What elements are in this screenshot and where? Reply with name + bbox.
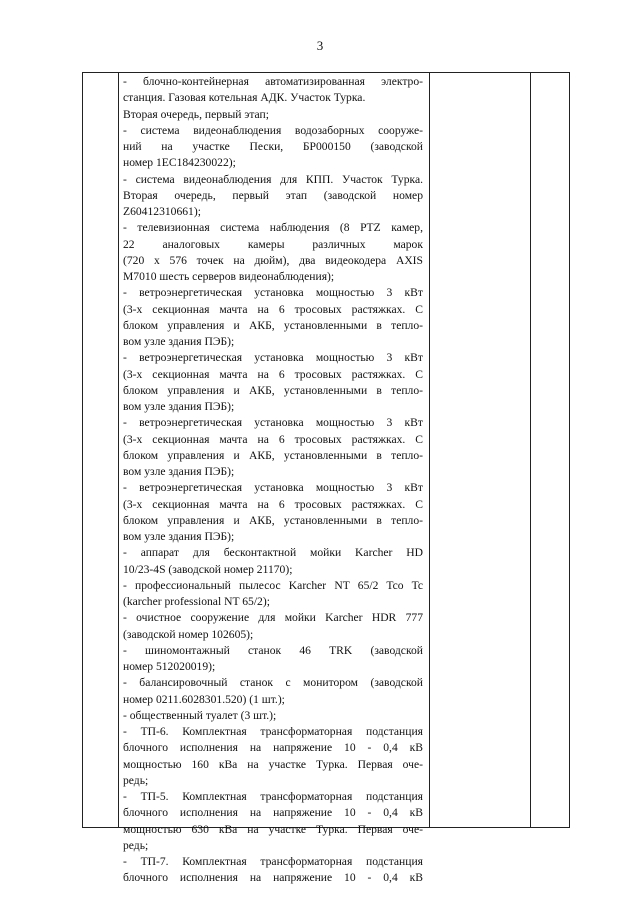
text-line: - шиномонтажный станок 46 TRK (заводской [123,643,423,657]
text-line: блочного исполнения на напряжение 10 - 0,4 кВ [123,871,423,885]
text-line: мощностью 630 кВа на участке Турка. Первая оче- [123,822,423,836]
text-line: Вторая очередь, первый этап; [123,107,269,121]
text-line: (720 х 576 точек на дюйм), два видеокодера AXIS [123,253,423,267]
text-line: вом узле здания ПЭБ); [123,400,235,413]
text-line: - ТП-5. Комплектная трансформаторная подстанция [123,790,423,803]
text-line: Z60412310661); [123,205,201,218]
text-line: (заводской номер 102605); [123,627,254,641]
text-line: 10/23-4S (заводской номер 21170); [123,562,293,576]
text-line: редь; [123,838,149,852]
text-line: - ТП-7. Комплектная трансформаторная подстанция [123,855,423,868]
text-line: блочного исполнения на напряжение 10 - 0,4 кВ [123,806,423,820]
text-line: (3-х секционная мачта на 6 тросовых растяжках. С [123,302,423,316]
column-divider [530,73,531,827]
text-line: - ветроэнергетическая установка мощностью 3 кВт [123,351,423,365]
text-line: - система видеонаблюдения для КПП. Участок Турка. [123,172,423,186]
property-table [82,72,570,885]
description-cell [123,74,423,887]
text-line: - ветроэнергетическая установка мощностью 3 кВт [123,416,423,430]
text-line: номер 512020019); [123,660,216,673]
text-line: блоком управления и АКБ, установленными в тепло- [123,383,423,397]
text-line: M7010 шесть серверов видеонаблюдения); [123,270,335,283]
text-line: Вторая очередь, первый этап (заводской номер [123,188,423,202]
text-line: редь; [123,773,149,787]
column-divider [118,73,119,827]
text-line: - ветроэнергетическая установка мощностью 3 кВт [123,481,423,495]
text-line: - общественный туалет (3 шт.); [123,708,277,722]
page-number: 3 [316,38,324,53]
text-line: (3-х секционная мачта на 6 тросовых растяжках. С [123,497,423,511]
text-line: вом узле здания ПЭБ); [123,465,235,478]
text-line: номер 1ЕС184230022); [123,156,236,170]
text-line: - аппарат для бесконтактной мойки Karcher HD [123,546,423,560]
text-line: - система видеонаблюдения водозаборных сооруже- [123,123,423,137]
text-line: блоком управления и АКБ, установленными в тепло- [123,318,423,332]
text-line: вом узле здания ПЭБ); [123,530,235,543]
text-line: - телевизионная система наблюдения (8 PTZ камер, [123,221,423,235]
text-line: 22 аналоговых камеры различных марок [123,237,423,251]
text-line: номер 0211.6028301.520) (1 шт.); [123,692,285,706]
text-line: (3-х секционная мачта на 6 тросовых растяжках. С [123,367,423,381]
text-line: блочного исполнения на напряжение 10 - 0,4 кВ [123,741,423,755]
column-divider [429,73,430,827]
text-line: мощностью 160 кВа на участке Турка. Первая оче- [123,757,423,771]
text-line: ний на участке Пески, БР000150 (заводской [123,140,423,153]
text-line: - ТП-6. Комплектная трансформаторная подстанция [123,725,423,738]
text-line: блоком управления и АКБ, установленными в тепло- [123,448,423,462]
text-line: вом узле здания ПЭБ); [123,335,235,348]
text-line: - блочно-контейнерная автоматизированная электро- [123,75,423,88]
text-line: - ветроэнергетическая установка мощностью 3 кВт [123,286,423,300]
text-line: (3-х секционная мачта на 6 тросовых растяжках. С [123,432,423,446]
text-line: - очистное сооружение для мойки Karcher HDR 777 [123,611,423,625]
text-line: станция. Газовая котельная АДК. Участок Турка. [123,91,366,105]
text-line: - балансировочный станок с монитором (заводской [123,676,423,690]
text-line: блоком управления и АКБ, установленными в тепло- [123,513,423,527]
text-line: - профессиональный пылесос Karcher NT 65/2 Tco Tc [123,578,423,592]
text-line: (karcher professional NT 65/2); [123,595,270,608]
